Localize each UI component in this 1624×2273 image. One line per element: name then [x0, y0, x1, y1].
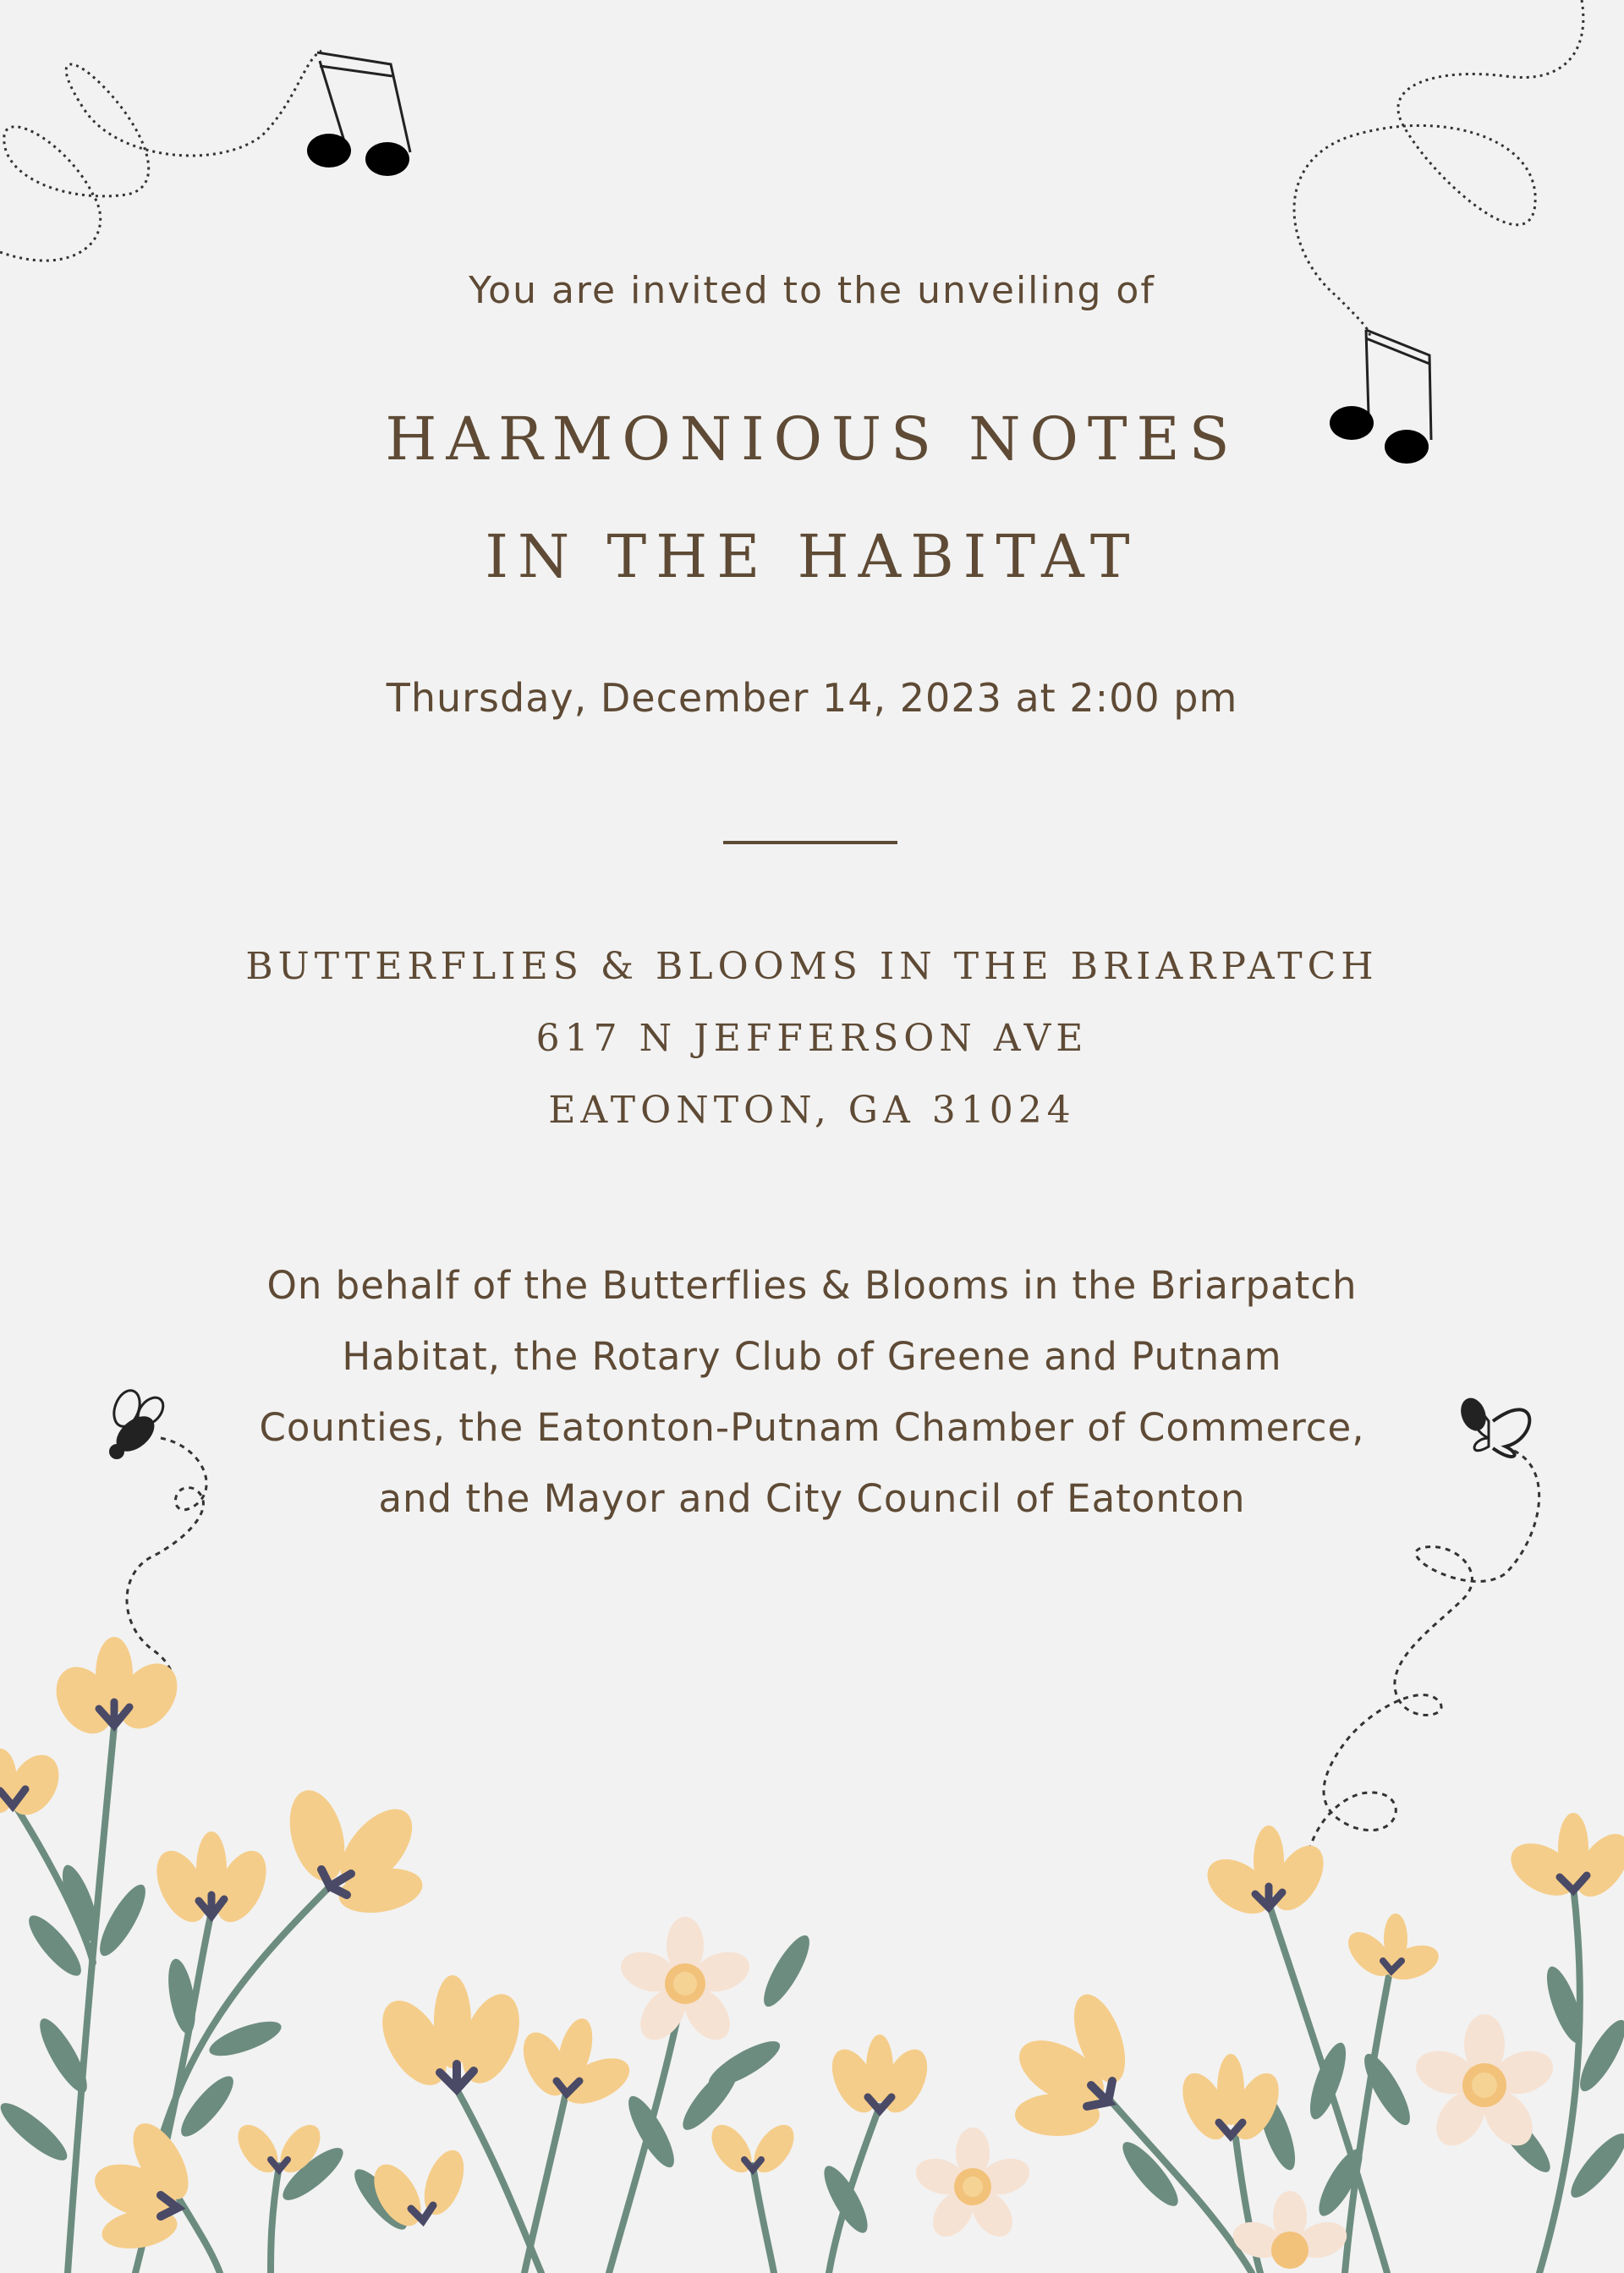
invitation-intro: You are invited to the unveiling of	[469, 269, 1155, 312]
hosts-line-1: On behalf of the Butterflies & Blooms in the Briarpatch	[266, 1263, 1358, 1308]
section-divider	[723, 841, 897, 844]
music-note-icon	[307, 52, 410, 176]
event-title-line-1: HARMONIOUS NOTES	[385, 404, 1239, 474]
dotted-flight-path	[0, 51, 321, 261]
venue-name: BUTTERFLIES & BLOOMS IN THE BRIARPATCH	[245, 945, 1379, 988]
hosts-line-4: and the Mayor and City Council of Eatonton	[378, 1476, 1246, 1521]
venue-street: 617 N JEFFERSON AVE	[535, 1017, 1089, 1060]
flower-icon	[0, 1637, 1624, 2254]
event-datetime: Thursday, December 14, 2023 at 2:00 pm	[386, 675, 1238, 721]
hosts-line-3: Counties, the Eatonton-Putnam Chamber of Commerce,	[259, 1405, 1365, 1450]
event-title-line-2: IN THE HABITAT	[485, 522, 1139, 591]
hosts-line-2: Habitat, the Rotary Club of Greene and Putnam	[342, 1334, 1282, 1379]
venue-city: EATONTON, GA 31024	[548, 1089, 1076, 1132]
flower-meadow	[0, 1637, 1624, 2273]
